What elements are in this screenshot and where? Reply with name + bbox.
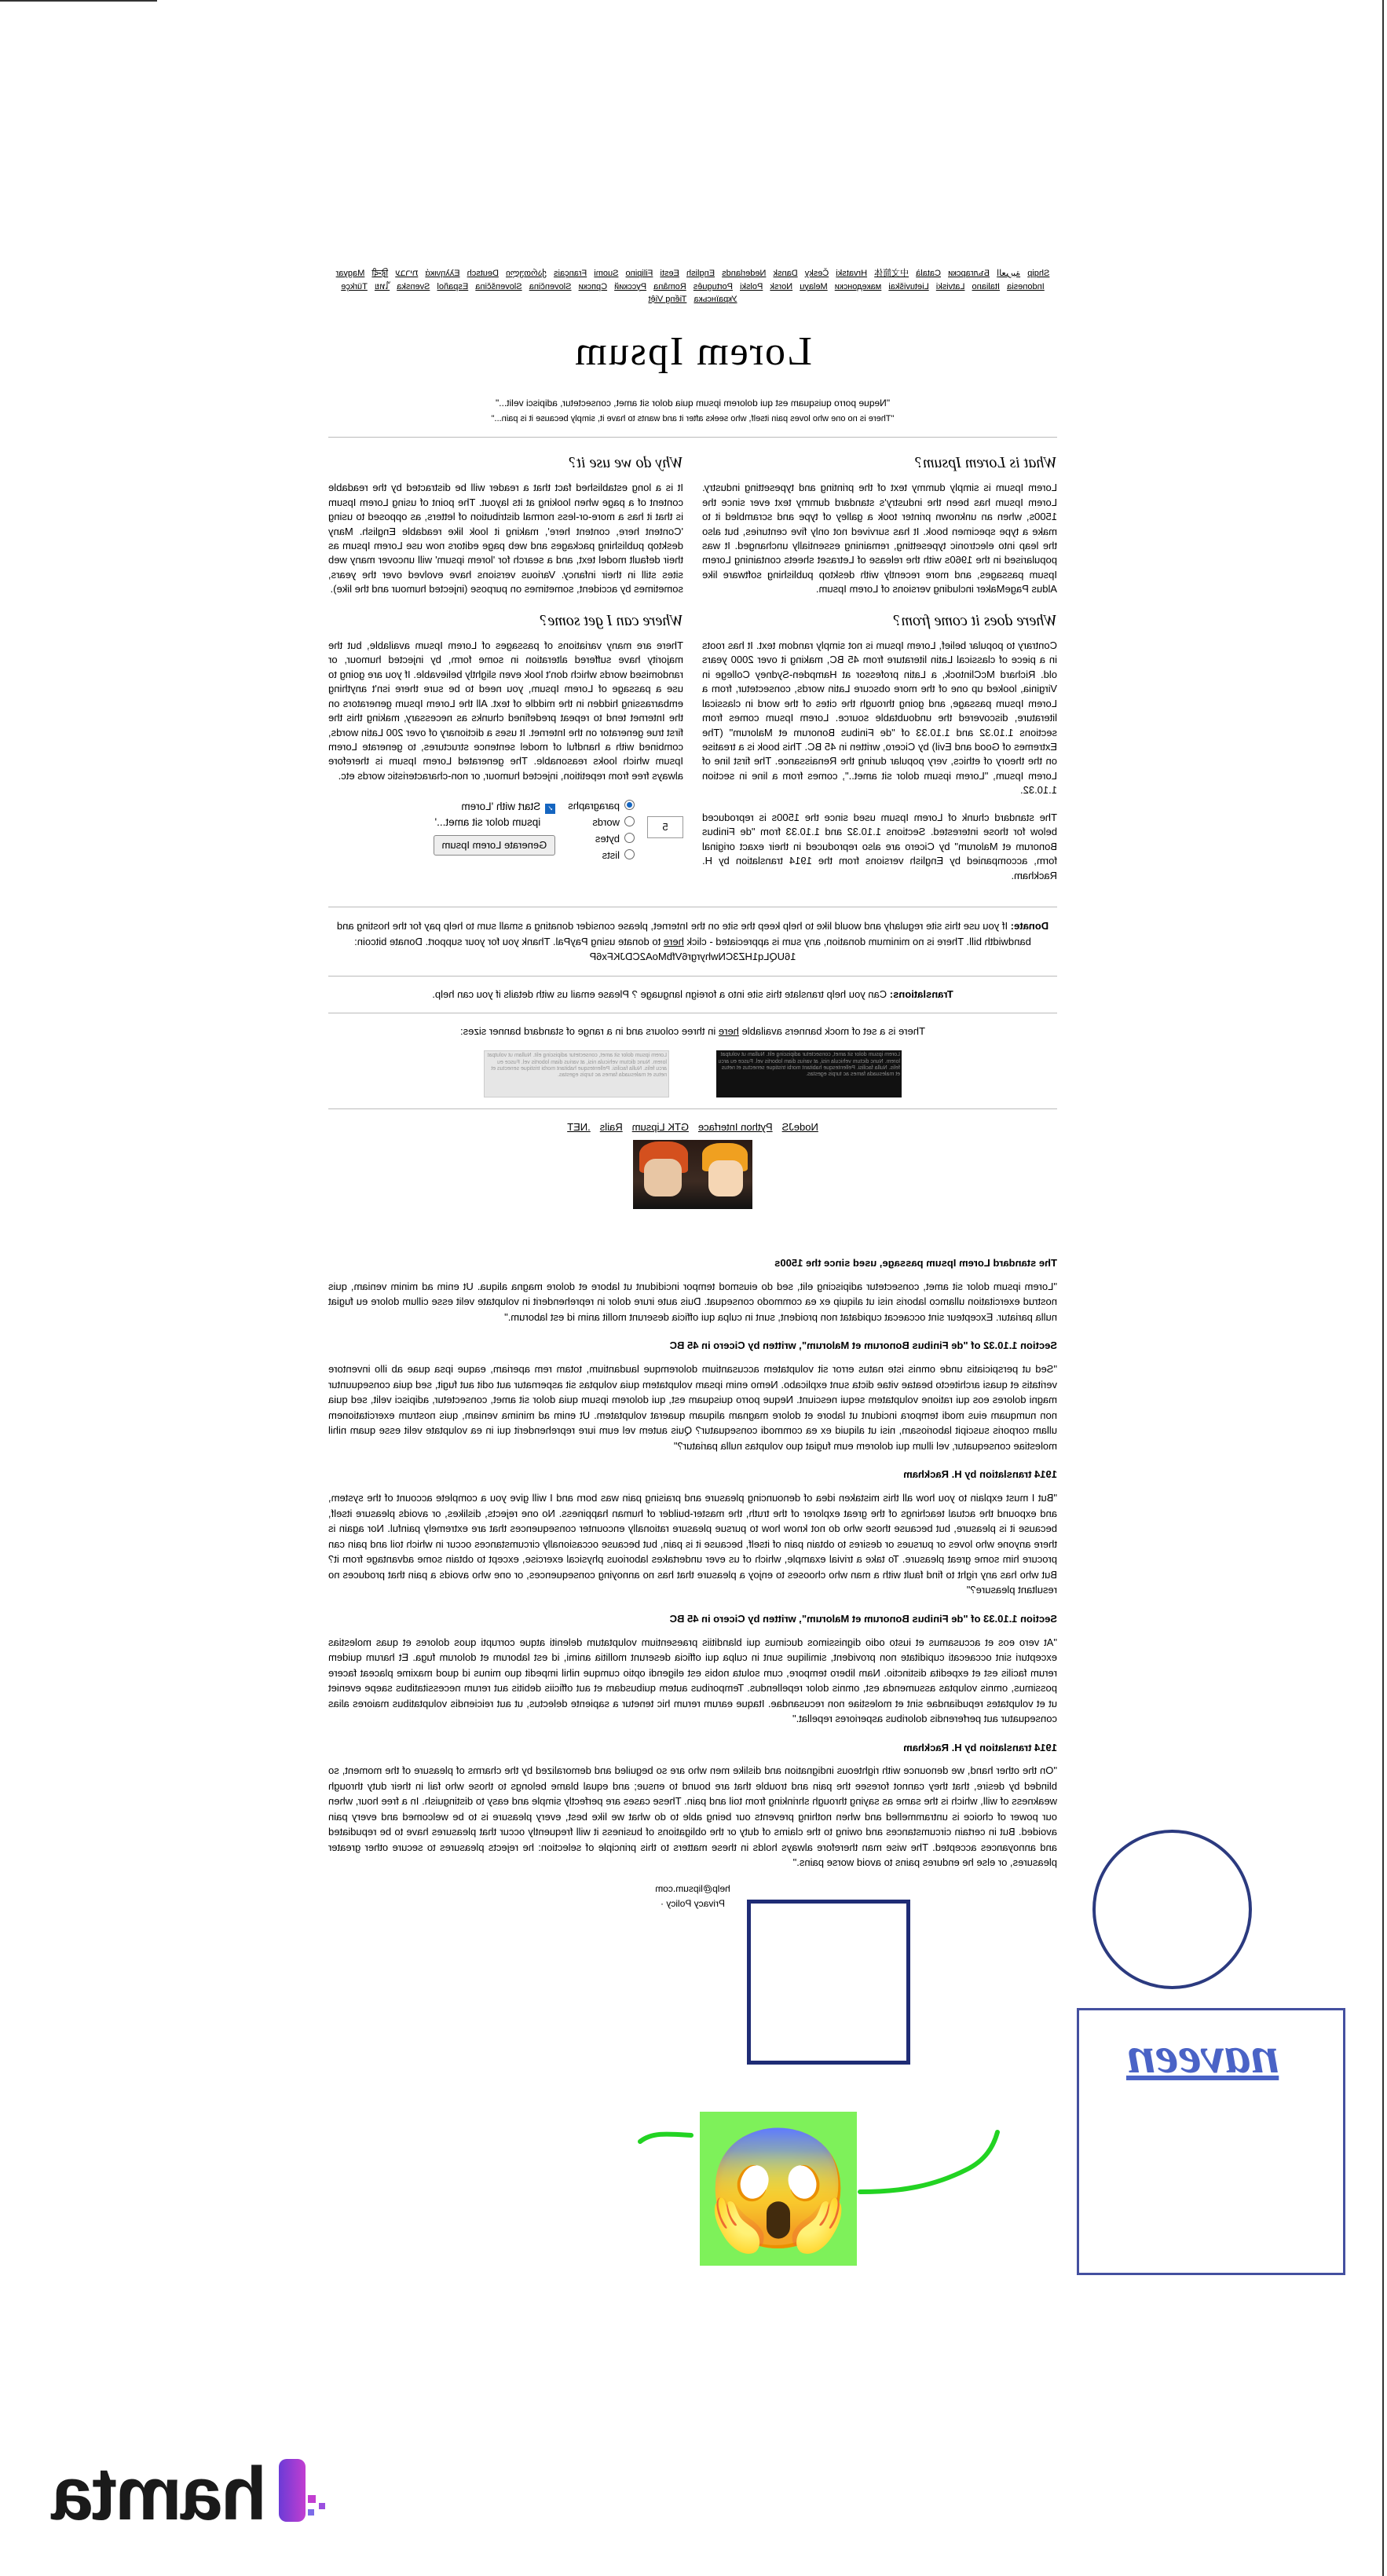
section-heading: 1914 translation by H. Rackham (903, 1468, 1057, 1481)
language-link[interactable]: Magyar (335, 269, 365, 278)
language-link[interactable]: Français (554, 269, 587, 278)
quote-latin: "Neque porro quisquam est qui dolorem ipsum quia dolor sit amet, consectetur, adipisci velit..." (495, 397, 891, 409)
language-link[interactable]: Српски (578, 281, 608, 291)
language-link[interactable]: ქართული (506, 269, 547, 278)
section-heading: The standard Lorem Ipsum passage, used since the 1500s (774, 1257, 1057, 1270)
where-get-text: There are many variations of passages of Lorem Ipsum available, but the majority have suffered alteration in some form, by injected humour, or randomised words which don't look even slightly believable. If you are going to use a passage of Lorem Ipsum, you need to be sure there isn't anything embarrassing hidden in the middle of text. All the Lorem Ipsum generators on the Internet tend to repeat predefined chunks as necessary, making this the first true generator on the Internet. It uses a dictionary of over 200 Latin words, combined with a handful of model sentence structures, to generate Lorem Ipsum which looks reasonable. The generated Lorem Ipsum is therefore always free from repetition, injected humour, or non-characteristic words etc. (328, 639, 683, 782)
language-link[interactable]: Melayu (800, 281, 828, 291)
language-link[interactable]: Polski (740, 281, 763, 291)
donate-label: Donate: (1010, 920, 1049, 933)
quote-english: "There is no one who loves pain itself, who seeks after it and wants to have it, simply because it is pain..." (491, 414, 895, 424)
what-heading: What is Lorem Ipsum? (915, 454, 1057, 472)
tool-link[interactable]: .NET (567, 1121, 591, 1134)
language-link[interactable]: Nederlands (722, 269, 767, 278)
language-link[interactable]: हिन्दी (371, 269, 389, 278)
checkbox-label-continued: ipsum dolor sit amet...' (434, 815, 541, 828)
language-link[interactable]: Româna (653, 281, 686, 291)
left-column (702, 449, 1057, 896)
language-link[interactable]: Slovenščina (475, 281, 522, 291)
signature-box (1077, 2008, 1345, 2275)
logo-text: hamta (53, 2452, 267, 2536)
green-scribble (636, 2115, 1005, 2209)
language-link[interactable]: Svenska (397, 281, 430, 291)
language-link[interactable]: English (686, 269, 715, 278)
footer-email[interactable]: help@lipsum.com (655, 1882, 730, 1894)
radio-icon[interactable] (624, 849, 635, 859)
banners-line (328, 1024, 1057, 1039)
radio-icon[interactable] (624, 800, 635, 810)
language-link[interactable]: Български (948, 269, 990, 278)
option-bytes[interactable]: bytes (568, 832, 635, 847)
language-link[interactable]: Pyccкий (614, 281, 647, 291)
radio-icon[interactable] (624, 833, 635, 843)
language-link[interactable]: Indonesia (1007, 281, 1045, 291)
page-title: Lorem Ipsum (573, 328, 812, 374)
circle-annotation (1092, 1830, 1252, 1989)
where-from-heading: Where does it come from? (893, 611, 1057, 629)
banner-previews (328, 1050, 1057, 1097)
language-link[interactable]: Hrvatski (836, 269, 868, 278)
tool-link[interactable]: Python Interface (697, 1121, 773, 1134)
what-text: Lorem Ipsum is simply dummy text of the printing and typesetting industry. Lorem Ipsum has been the industry's standard dummy text ever since the 1500s, when an unknown printer took a galley of type and scrambled it to make a type specimen book. It has survived not only five centuries, but also the leap into electronic typesetting, remaining essentially unchanged. It was popularised in the 1960s with the release of Letraset sheets containing Lorem Ipsum passages, and more recently with desktop publishing software like Aldus PageMaker including versions of Lorem Ipsum. (702, 482, 1057, 595)
language-link[interactable]: Ελληνικά (425, 269, 460, 278)
where-from-text-2: The standard chunk of Lorem Ipsum used since the 1500s is reproduced below for those interested. Sections 1.10.32 and 1.10.33 from "de Finibus Bonorum et Malorum" by Cicero are also reproduced in their exact original form, accompanied by English versions from the 1914 translation by H. Rackham. (702, 811, 1057, 881)
highlight-rectangle (747, 1900, 910, 2065)
hamta-logo (31, 2451, 346, 2545)
section-text: "But I must explain to you how all this mistaken idea of denouncing pleasure and praising pain was born and I will give you a complete account of the system, and expound the actual teachings of the great explorer of the truth, the master-builder of human happiness. No one rejects, dislikes, or avoids pleasure itself, because it is pleasure, but because those who do not know how to pursue pleasure rationally encounter consequences that are extremely painful. Nor again is there anyone who loves or pursues or desires to obtain pain of itself, because it is pain, but because occasionally circumstances occur in which toil and pain can procure him some great pleasure. To take a trivial example, which of us ever undertakes laborious physical exercise, except to obtain some advantage from it? But who has any right to find fault with a man who chooses to enjoy a pleasure that has no annoying consequences, or one who avoids a pain that produces no resultant pleasure?" (328, 1492, 1057, 1596)
translations-text: Can you help translate this site into a foreign language ? Please email us with details if you can help. (432, 988, 887, 1000)
banner-dark[interactable]: Lorem ipsum dolor sit amet, consectetur adipiscing elit. Nullam ut volutpat lorem. Nunc dictum vehicula nisi, at varius diam lobortis vel. Fusce eu arcu felis. Nulla facilisi. Pellentesque habitant morbi tristique senectus et netus et malesuada fames ac turpis egestas. (716, 1050, 902, 1097)
section-text: "On the other hand, we denounce with righteous indignation and dislike men who are so beguiled and demoralized by the charms of pleasure of the moment, so blinded by desire, that they cannot foresee the pain and trouble that are bound to ensue; and equal blame belongs to those who fail in their duty through weakness of will, which is the same as saying through shrinking from toil and pain. These cases are perfectly simple and easy to distinguish. In a free hour, when our power of choice is untrammelled and when nothing prevents our being able to do what we like best, every pleasure is to be welcomed and every pain avoided. But in certain circumstances and owing to the claims of duty or the obligations of business it will frequently occur that pleasures have to be repudiated and annoyances accepted. The wise man therefore always holds in these matters to this principle of selection: he rejects pleasures to secure other greater pleasures, or else he endures pains to avoid worse pains." (328, 1764, 1057, 1869)
intro-columns (328, 449, 1057, 896)
generate-button[interactable]: Generate Lorem Ipsum (434, 835, 556, 856)
footer-privacy-link[interactable]: Privacy Policy · (661, 1898, 726, 1910)
scream-emoji-icon: 😱 (704, 2123, 852, 2255)
section-heading: 1914 translation by H. Rackham (903, 1741, 1057, 1753)
radio-icon[interactable] (624, 816, 635, 826)
signature-text: naveen (1126, 2027, 1279, 2084)
divider (328, 437, 1057, 438)
start-with-option[interactable]: ✓Start with 'Lorem ipsum dolor sit amet...' Generate Lorem Ipsum (434, 799, 556, 856)
section-heading: Section 1.10.33 of "de Finibus Bonorum et Malorum", written by Cicero in 45 BC (669, 1612, 1057, 1625)
donate-block (328, 918, 1057, 965)
banner-light[interactable]: Lorem ipsum dolor sit amet, consectetur adipiscing elit. Nullam ut volutpat lorem. Nunc dictum vehicula nisi, at varius diam lobortis vel. Fusce eu arcu felis. Nulla facilisi. Pellentesque habitant morbi tristique senectus et netus et malesuada fames ac turpis egestas. (484, 1050, 669, 1097)
tool-link[interactable]: Rails (599, 1121, 623, 1134)
page-content (328, 267, 1057, 1911)
banners-text: There is a set of mock banners available (741, 1025, 925, 1038)
tool-link[interactable]: NodeJS (781, 1121, 818, 1134)
anime-image (633, 1140, 752, 1209)
language-link[interactable]: Español (437, 281, 469, 291)
language-link[interactable]: العربية (997, 269, 1021, 278)
language-link[interactable]: Slovenčina (529, 281, 572, 291)
why-heading: Why do we use it? (569, 454, 683, 472)
option-paragraphs[interactable]: paragraphs (568, 799, 635, 814)
unit-options (568, 799, 635, 864)
where-from-text-1: Contrary to popular belief, Lorem Ipsum is not simply random text. It has roots in a piece of classical Latin literature from 45 BC, making it over 2000 years old. Richard McClintock, a Latin professor at Hampden-Sydney College in Virginia, looked up one of the more obscure Latin words, consectetur, from a Lorem Ipsum passage, and going through the cites of the word in classical literature, discovered the undoubtable source. Lorem Ipsum comes from sections 1.10.32 and 1.10.33 of "de Finibus Bonorum et Malorum" (The Extremes of Good and Evil) by Cicero, written in 45 BC. This book is a treatise on the theory of ethics, very popular during the Renaissance. The first line of Lorem Ipsum, "Lorem ipsum dolor sit amet..", comes from a line in section 1.10.32. (702, 639, 1057, 797)
divider (328, 976, 1057, 977)
language-link[interactable]: Dansk (773, 269, 798, 278)
language-link[interactable]: Shqip (1027, 269, 1050, 278)
checkbox-icon[interactable]: ✓ (545, 804, 555, 814)
language-link[interactable]: Українська (694, 295, 737, 304)
donate-text-2: to donate using PayPal. Thank you for your support. Donate bitcoin: 16UQLq1HZ3CNwhyrgr6VfbMoA2CDJKFx6P (354, 935, 796, 963)
language-link[interactable]: Eesti (660, 269, 679, 278)
language-link[interactable]: македонски (834, 281, 882, 291)
section-text: "Sed ut perspiciatis unde omnis iste natus error sit voluptatem accusantium doloremque laudantium, totam rem aperiam, eaque ipsa quae ab illo inventore veritatis et quasi architecto beatae vitae dicta sunt explicabo. Nemo enim ipsam voluptatem quia voluptas sit aspernatur aut odit aut fugit, sed quia consequuntur magni dolores eos qui ratione voluptatem sequi nesciunt. Neque porro quisquam est, qui dolorem ipsum quia dolor sit amet, consectetur, adipisci velit, sed quia non numquam eius modi tempora incidunt ut labore et dolore magnam aliquam quaerat voluptatem. Ut enim ad minima veniam, quis nostrum exercitationem ullam corporis suscipit laboriosam, nisi ut aliquid ex ea commodi consequatur? Quis autem vel eum iure reprehenderit qui in ea voluptate velit esse quam nihil molestiae consequatur, vel illum qui dolorem eum fugiat quo voluptas nulla pariatur?" (328, 1363, 1057, 1452)
banners-text-2: in three colours and in a range of standard banner sizes: (460, 1025, 716, 1038)
language-link[interactable]: Català (916, 269, 941, 278)
why-text: It is a long established fact that a reader will be distracted by the readable content of a page when looking at its layout. The point of using Lorem Ipsum is that it has a more-or-less normal distribution of letters, as opposed to using 'Content here, content here', making it look like readable English. Many desktop publishing packages and web page editors now use Lorem Ipsum as their default model text, and a search for 'lorem ipsum' will uncover many web sites still in their infancy. Various versions have evolved over the years, sometimes by accident, sometimes on purpose (injected humour and the like). (328, 482, 683, 595)
section-heading: Section 1.10.32 of "de Finibus Bonorum et Malorum", written by Cicero in 45 BC (669, 1339, 1057, 1352)
option-words[interactable]: words (568, 815, 635, 830)
generator-form (328, 796, 683, 874)
where-get-heading: Where can I get some? (540, 611, 683, 629)
section-text: "Lorem ipsum dolor sit amet, consectetur adipiscing elit, sed do eiusmod tempor incididunt ut labore et dolore magna aliqua. Ut enim ad minim veniam, quis nostrud exercitation ullamco laboris nisi ut aliquip ex ea commodo consequat. Duis aute irure dolor in reprehenderit in voluptate velit esse cillum dolore eu fugiat nulla pariatur. Excepteur sint occaecat cupidatat non proident, sunt in culpa qui officia deserunt mollit anim id est laborum." (328, 1280, 1057, 1323)
translations-block (328, 988, 1057, 1002)
language-link[interactable]: Filipino (625, 269, 653, 278)
language-link[interactable]: Türkçe (341, 281, 368, 291)
language-link[interactable]: ไทย (374, 281, 390, 291)
language-link[interactable]: Português (693, 281, 733, 291)
page-border (1382, 0, 1384, 2576)
language-link[interactable]: Deutsch (467, 269, 499, 278)
footer (328, 1882, 1057, 1911)
language-link[interactable]: עברית (395, 269, 419, 278)
count-input[interactable]: 5 (647, 816, 683, 838)
tool-link[interactable]: GTK Lipsum (631, 1121, 689, 1134)
section-text: "At vero eos et accusamus et iusto odio dignissimos ducimus qui blanditiis praesentium voluptatum deleniti atque corrupti quos dolores et quas molestias excepturi sint occaecati cupiditate non provident, similique sunt in culpa qui officia deserunt mollitia animi, id est laborum et dolorum fuga. Et harum quidem rerum facilis est et expedita distinctio. Nam libero tempore, cum soluta nobis est eligendi optio cumque nihil impedit quo minus id quod maxime placeat facere possimus, omnis voluptas assumenda est, omnis dolor repellendus. Temporibus autem quibusdam et aut officiis debitis aut rerum necessitatibus saepe eveniet ut et voluptates repudiandae sint et molestiae non recusandae. Itaque earum rerum hic tenetur a sapiente delectus, ut aut reiciendis voluptatibus maiores alias consequatur aut perferendis doloribus asperiores repellat." (328, 1636, 1057, 1724)
language-link[interactable]: Norsk (770, 281, 793, 291)
banners-link[interactable]: here (718, 1025, 739, 1038)
language-link[interactable]: Česky (804, 269, 829, 278)
language-link[interactable]: Italiano (972, 281, 1001, 291)
donate-link[interactable]: here (663, 935, 684, 947)
donate-text: If you use this site regularly and would like to help keep the site on the Internet, please consider donating a small sum to help pay for the hosting and bandwidth bill. There is no minimum donation, any sum is appreciated - click (336, 920, 1031, 947)
option-lists[interactable]: lists (568, 848, 635, 863)
corner-line (0, 0, 157, 2)
language-link[interactable]: Lietuviškai (888, 281, 929, 291)
language-link[interactable]: Latviski (935, 281, 965, 291)
lorem-sections (328, 1256, 1057, 1871)
divider (328, 1108, 1057, 1109)
language-list (328, 267, 1057, 306)
translations-label: Translations: (889, 988, 953, 1000)
language-link[interactable]: 中文简体 (874, 269, 909, 278)
language-link[interactable]: Tiếng Việt (648, 295, 687, 304)
tool-links (328, 1120, 1057, 1135)
language-link[interactable]: Suomi (594, 269, 619, 278)
right-column (328, 449, 683, 896)
